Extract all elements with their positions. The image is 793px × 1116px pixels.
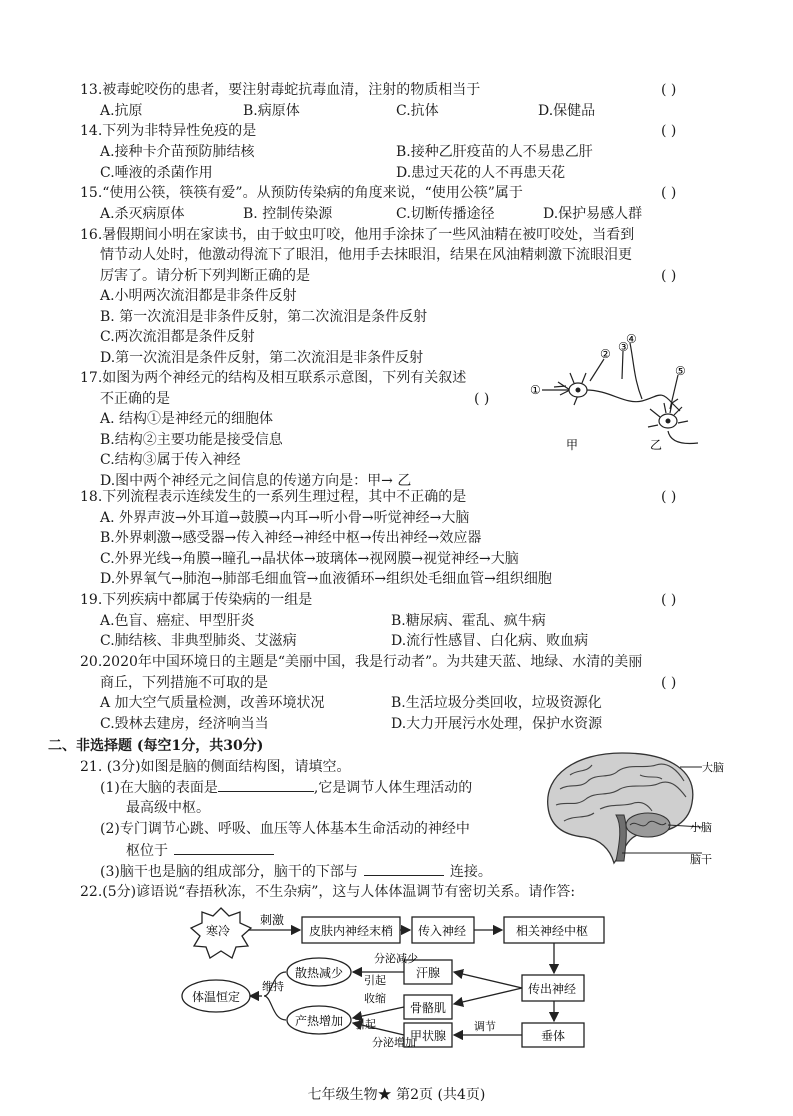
flow-heat-production-increase: 产热增加 bbox=[295, 1014, 344, 1028]
neuron-figure bbox=[530, 333, 720, 458]
q13-option-c: C.抗体 bbox=[396, 103, 439, 119]
q18-option-c: C.外界光线→角膜→瞳孔→晶状体→玻璃体→视网膜→视觉神经→大脑 bbox=[100, 551, 519, 567]
q21-part1-line2: 最高级中枢。 bbox=[126, 800, 210, 816]
q15-option-a: A.杀灭病原体 bbox=[100, 206, 185, 222]
q19-option-d: D.流行性感冒、白化病、败血病 bbox=[391, 633, 589, 649]
flow-pituitary: 垂体 bbox=[541, 1029, 566, 1043]
q17-option-b: B.结构②主要功能是接受信息 bbox=[100, 432, 283, 448]
q17-option-a: A. 结构①是神经元的细胞体 bbox=[100, 411, 274, 427]
q16-option-a: A.小明两次流泪都是非条件反射 bbox=[100, 288, 297, 304]
flow-regulate-label: 调节 bbox=[474, 1020, 496, 1033]
q16-option-b: B. 第一次流泪是非条件反射，第二次流泪是条件反射 bbox=[100, 309, 428, 325]
section-2-heading: 二、非选择题 (每空1分，共30分) bbox=[48, 738, 264, 754]
q16-stem-line2: 情节动人处时，他激动得流下了眼泪，他用手去抹眼泪，结果在风油精刺激下流眼泪更 bbox=[100, 247, 632, 263]
flow-cause-2: 引起 bbox=[354, 1018, 376, 1031]
q14-option-c: C.唾液的杀菌作用 bbox=[100, 165, 213, 181]
flow-maintain: 维持 bbox=[262, 980, 284, 993]
neuron-label-jia: 甲 bbox=[566, 438, 579, 452]
flow-thyroid: 甲状腺 bbox=[410, 1029, 447, 1043]
q15-option-b: B. 控制传染源 bbox=[243, 206, 333, 222]
q21-part1 bbox=[100, 777, 472, 798]
q14-option-a: A.接种卡介苗预防肺结核 bbox=[100, 144, 255, 160]
q15-stem: 15.“使用公筷，筷筷有爱”。从预防传染病的角度来说，“使用公筷”属于 bbox=[80, 185, 523, 201]
q19-stem: 19.下列疾病中都属于传染病的一组是 bbox=[80, 592, 313, 608]
q18-option-b: B.外界刺激→感受器→传入神经→神经中枢→传出神经→效应器 bbox=[100, 530, 482, 546]
q21-part1-text-a: (1)在大脑的表面是 bbox=[100, 780, 218, 796]
q20-option-c: C.毁林去建房，经济响当当 bbox=[100, 716, 269, 732]
arrow-efferent-to-sweat bbox=[454, 972, 522, 988]
flow-shrink: 收缩 bbox=[364, 992, 386, 1005]
q17-stem-line2: 不正确的是 bbox=[100, 391, 170, 407]
thermoregulation-flowchart bbox=[176, 902, 626, 1082]
q18-option-d: D.外界氧气→肺泡→肺部毛细血管→血液循环→组织处毛细血管→组织细胞 bbox=[100, 571, 552, 587]
q13-stem: 13.被毒蛇咬伤的患者，要注射毒蛇抗毒血清，注射的物质相当于 bbox=[80, 82, 481, 98]
q20-option-a: A 加大空气质量检测，改善环境状况 bbox=[100, 695, 325, 711]
q16-stem-line1: 16.暑假期间小明在家读书，由于蚊虫叮咬，他用手涂抹了一些风油精在被叮咬处，当看到 bbox=[80, 227, 635, 243]
neuron-label-2: ② bbox=[600, 347, 611, 361]
q18-stem: 18.下列流程表示连续发生的一系列生理过程，其中不正确的是 bbox=[80, 489, 467, 505]
q17-answer-paren: ( ) bbox=[474, 391, 490, 407]
q13-option-d: D.保健品 bbox=[538, 103, 596, 119]
q18-option-a: A. 外界声波→外耳道→鼓膜→内耳→听小骨→听觉神经→大脑 bbox=[100, 510, 470, 526]
q22-stem: 22.(5分)谚语说“春捂秋冻，不生杂病”，这与人体体温调节有密切关系。请作答: bbox=[80, 884, 576, 900]
q16-option-c: C.两次流泪都是条件反射 bbox=[100, 329, 255, 345]
q20-option-b: B.生活垃圾分类回收，垃圾资源化 bbox=[391, 695, 602, 711]
q17-option-d: D.图中两个神经元之间信息的传递方向是：甲→ 乙 bbox=[100, 473, 412, 489]
q21-stem: 21. (3分)如图是脑的侧面结构图，请填空。 bbox=[80, 759, 351, 775]
page-footer: 七年级生物★ 第2页 (共4页) bbox=[307, 1087, 486, 1103]
neuron-label-5: ⑤ bbox=[675, 364, 686, 378]
arrow-muscle-to-heat bbox=[353, 1007, 404, 1018]
q19-option-a: A.色盲、癌症、甲型肝炎 bbox=[100, 613, 255, 629]
flow-center: 相关神经中枢 bbox=[516, 924, 589, 938]
flow-stimulus-label: 刺激 bbox=[260, 913, 285, 927]
q20-answer-paren: ( ) bbox=[661, 675, 677, 691]
neuron-label-yi: 乙 bbox=[650, 438, 663, 452]
flow-secrete-increase: 分泌增加 bbox=[372, 1036, 416, 1049]
q19-answer-paren: ( ) bbox=[661, 592, 677, 608]
q14-stem: 14.下列为非特异性免疫的是 bbox=[80, 123, 257, 139]
flow-cold: 寒冷 bbox=[206, 924, 231, 938]
flow-skeletal-muscle: 骨骼肌 bbox=[410, 1001, 447, 1015]
q20-option-d: D.大力开展污水处理，保护水资源 bbox=[391, 716, 603, 732]
flow-afferent: 传入神经 bbox=[418, 924, 467, 938]
brain-label-cerebellum: 小脑 bbox=[690, 821, 712, 834]
q17-stem-line1: 17.如图为两个神经元的结构及相互联系示意图，下列有关叙述 bbox=[80, 370, 467, 386]
neuron-label-3: ③ bbox=[618, 340, 629, 354]
q14-option-d: D.患过天花的人不再患天花 bbox=[396, 165, 566, 181]
flow-body-temp-constant: 体温恒定 bbox=[192, 990, 241, 1004]
q21-part3-text-b: 连接。 bbox=[449, 864, 492, 880]
brain-label-cerebrum: 大脑 bbox=[702, 761, 724, 774]
neuron-label-4: ④ bbox=[626, 333, 637, 346]
q14-option-b: B.接种乙肝疫苗的人不易患乙肝 bbox=[396, 144, 593, 160]
flow-sweat-gland: 汗腺 bbox=[416, 966, 441, 980]
flow-heat-loss-decrease: 散热减少 bbox=[295, 966, 344, 980]
q18-answer-paren: ( ) bbox=[661, 489, 677, 505]
q21-blank-2[interactable] bbox=[174, 840, 274, 855]
arrow-efferent-to-muscle bbox=[454, 988, 522, 1004]
q21-part1-text-b: ,它是调节人体生理活动的 bbox=[313, 780, 473, 796]
q19-option-c: C.肺结核、非典型肺炎、艾滋病 bbox=[100, 633, 297, 649]
brain-figure bbox=[530, 745, 730, 870]
q19-option-b: B.糖尿病、霍乱、疯牛病 bbox=[391, 613, 546, 629]
q13-option-a: A.抗原 bbox=[100, 103, 143, 119]
q21-part2-line1: (2)专门调节心跳、呼吸、血压等人体基本生命活动的神经中 bbox=[100, 821, 470, 837]
q20-stem-line1: 20.2020年中国环境日的主题是“美丽中国，我是行动者”。为共建天蓝、地绿、水清的美丽 bbox=[80, 654, 643, 670]
q21-part3 bbox=[100, 861, 492, 882]
q16-stem-line3: 厉害了。请分析下列判断正确的是 bbox=[100, 268, 310, 284]
flow-efferent: 传出神经 bbox=[528, 982, 577, 996]
q13-answer-paren: ( ) bbox=[661, 82, 677, 98]
flow-secrete-decrease: 分泌减少 bbox=[374, 952, 418, 965]
q14-answer-paren: ( ) bbox=[661, 123, 677, 139]
q16-option-d: D.第一次流泪是条件反射，第二次流泪是非条件反射 bbox=[100, 350, 424, 366]
q20-stem-line2: 商丘，下列措施不可取的是 bbox=[100, 675, 268, 691]
q13-option-b: B.病原体 bbox=[243, 103, 300, 119]
neuron-label-1: ① bbox=[530, 383, 541, 397]
flow-skin: 皮肤内神经末梢 bbox=[309, 924, 394, 938]
brain-label-brainstem: 脑干 bbox=[690, 853, 712, 866]
q21-blank-1[interactable] bbox=[218, 777, 314, 792]
q15-option-c: C.切断传播途径 bbox=[396, 206, 495, 222]
q16-answer-paren: ( ) bbox=[661, 268, 677, 284]
q15-option-d: D.保护易感人群 bbox=[543, 206, 643, 222]
q21-blank-3[interactable] bbox=[364, 861, 444, 876]
q21-part2-text: 枢位于 bbox=[126, 843, 168, 859]
q21-part2 bbox=[126, 840, 274, 861]
q17-option-c: C.结构③属于传入神经 bbox=[100, 452, 241, 468]
q21-part3-text-a: (3)脑干也是脑的组成部分，脑干的下部与 bbox=[100, 864, 358, 880]
q15-answer-paren: ( ) bbox=[661, 185, 677, 201]
flow-cause-1: 引起 bbox=[364, 974, 386, 987]
